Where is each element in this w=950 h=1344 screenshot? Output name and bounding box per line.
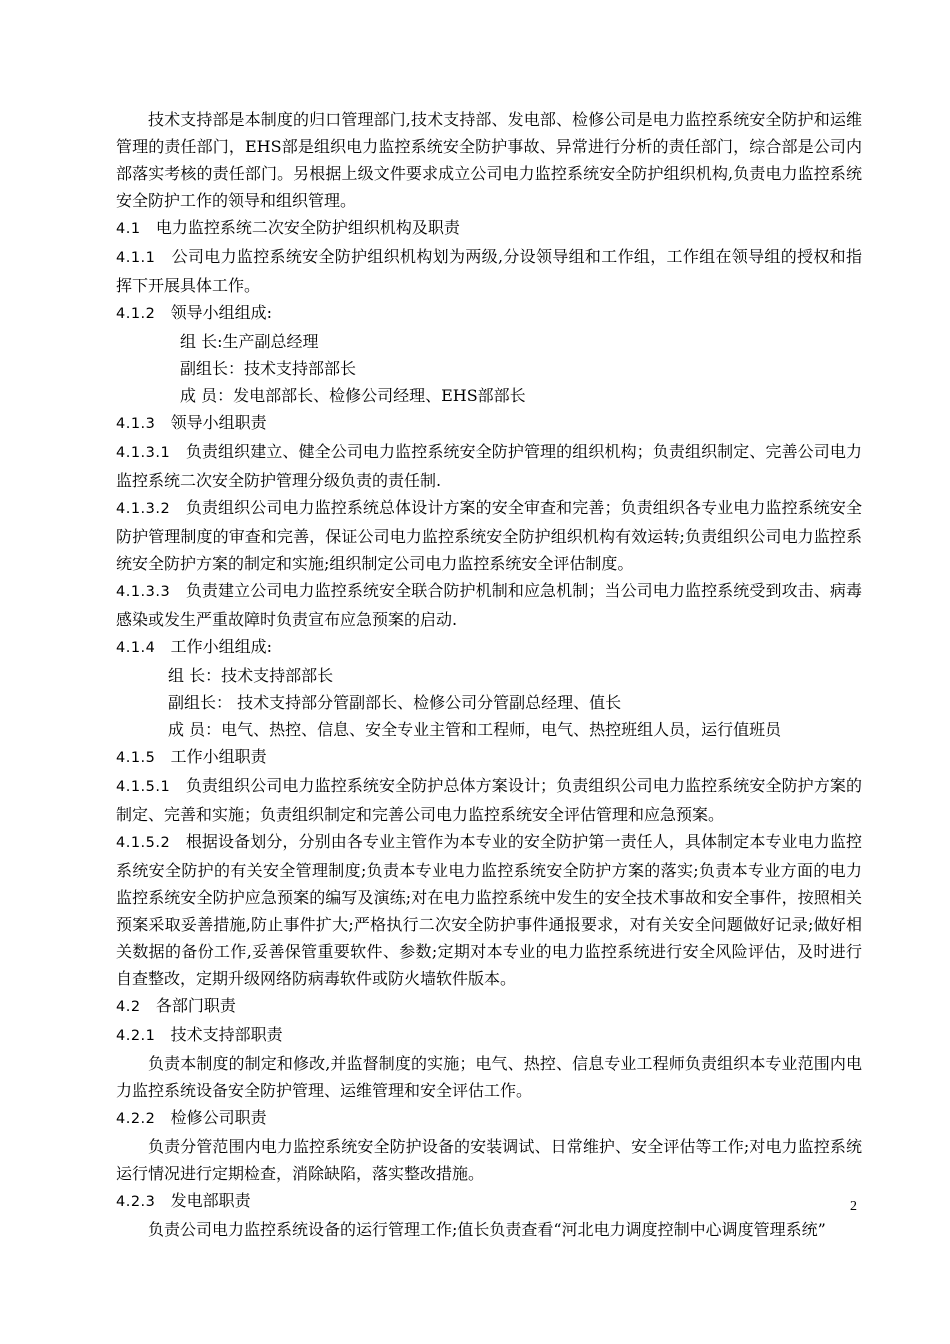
section-4-1-4	[116, 633, 862, 662]
section-4-1-5-2	[116, 828, 862, 992]
section-number: 4.1.3.2	[116, 501, 171, 517]
section-text: 负责组织建立、健全公司电力监控系统安全防护管理的组织机构；负责组织制定、完善公司电力监控系统二次安全防护管理分级负责的责任制.	[116, 442, 862, 490]
section-heading: 工作小组职责	[170, 747, 267, 766]
section-number: 4.1.1	[116, 250, 156, 266]
section-heading: 电力监控系统二次安全防护组织机构及职责	[155, 218, 460, 237]
section-4-1-1	[116, 243, 862, 299]
section-text: 公司电力监控系统安全防护组织机构划为两级,分设领导组和工作组，工作组在领导组的授权和指挥下开展具体工作。	[116, 247, 862, 295]
section-heading: 检修公司职责	[170, 1108, 267, 1127]
section-4-2-1	[116, 1021, 862, 1050]
section-number: 4.1.5.1	[116, 779, 171, 795]
section-number: 4.2.1	[116, 1028, 156, 1044]
section-heading: 发电部职责	[170, 1191, 251, 1210]
section-4-2-1-body: 负责本制度的制定和修改,并监督制度的实施；电气、热控、信息专业工程师负责组织本专业范围内电力监控系统设备安全防护管理、运维管理和安全评估工作。	[116, 1054, 862, 1100]
section-4-1-3	[116, 409, 862, 438]
section-4-2-2-body: 负责分管范围内电力监控系统安全防护设备的安装调试、日常维护、安全评估等工作;对电力监控系统运行情况进行定期检查，消除缺陷，落实整改措施。	[116, 1137, 862, 1183]
section-4-2-3-body: 负责公司电力监控系统设备的运行管理工作;值长负责查看“河北电力调度控制中心调度管理系统”	[148, 1220, 826, 1239]
section-4-1-3-1	[116, 438, 862, 494]
section-number: 4.2.3	[116, 1194, 156, 1210]
work-group-deputy: 副组长： 技术支持部分管副部长、检修公司分管副总经理、值长	[168, 693, 622, 712]
leader-group-members: 成 员：发电部部长、检修公司经理、EHS部部长	[180, 386, 526, 405]
section-number: 4.2	[116, 999, 141, 1015]
section-text: 负责组织公司电力监控系统总体设计方案的安全审查和完善；负责组织各专业电力监控系统安全防护管理制度的审查和完善，保证公司电力监控系统安全防护组织机构有效运转;负责组织公司电力监控系统安全防护方案的制定和实施;组织制定公司电力监控系统安全评估制度。	[116, 498, 862, 573]
section-heading: 各部门职责	[155, 996, 236, 1015]
section-heading: 技术支持部职责	[170, 1025, 283, 1044]
page-number: 2	[850, 1199, 857, 1214]
section-4-1-5	[116, 743, 862, 772]
section-4-2-2	[116, 1104, 862, 1133]
section-text: 负责组织公司电力监控系统安全防护总体方案设计；负责组织公司电力监控系统安全防护方案的制定、完善和实施；负责组织制定和完善公司电力监控系统安全评估管理和应急预案。	[116, 776, 862, 824]
section-4-1-2	[116, 299, 862, 328]
section-text: 根据设备划分，分别由各专业主管作为本专业的安全防护第一责任人，具体制定本专业电力监控系统安全防护的有关安全管理制度;负责本专业电力监控系统安全防护方案的落实;负责本专业方面的电力监控系统安全防护应急预案的编写及演练;对在电力监控系统中发生的安全技术事故和安全事件，按照相关预案采取妥善措施,防止事件扩大;严格执行二次安全防护事件通报要求，对有关安全问题做好记录;做好相关数据的备份工作,妥善保管重要软件、参数;定期对本专业的电力监控系统进行安全风险评估，及时进行自查整改，定期升级网络防病毒软件或防火墙软件版本。	[116, 832, 862, 988]
section-heading: 领导小组组成:	[170, 303, 273, 322]
section-4-1-3-3	[116, 577, 862, 633]
section-4-1-3-2	[116, 494, 862, 577]
section-heading: 领导小组职责	[170, 413, 267, 432]
section-number: 4.1.5.2	[116, 835, 171, 851]
work-group-members: 成 员：电气、热控、信息、安全专业主管和工程师，电气、热控班组人员，运行值班员	[168, 720, 782, 739]
section-number: 4.2.2	[116, 1111, 156, 1127]
section-number: 4.1.4	[116, 640, 156, 656]
section-4-1	[116, 214, 862, 243]
section-heading: 工作小组组成:	[170, 637, 273, 656]
intro-paragraph: 技术支持部是本制度的归口管理部门,技术支持部、发电部、检修公司是电力监控系统安全防护和运维管理的责任部门，EHS部是组织电力监控系统安全防护事故、异常进行分析的责任部门，综合部是公司内部落实考核的责任部门。另根据上级文件要求成立公司电力监控系统安全防护组织机构,负责电力监控系统安全防护工作的领导和组织管理。	[116, 110, 862, 210]
section-number: 4.1.3	[116, 416, 156, 432]
section-4-1-5-1	[116, 772, 862, 828]
section-number: 4.1.3.3	[116, 584, 171, 600]
leader-group-deputy: 副组长：技术支持部部长	[180, 359, 357, 378]
section-number: 4.1.3.1	[116, 445, 171, 461]
section-text: 负责建立公司电力监控系统安全联合防护机制和应急机制；当公司电力监控系统受到攻击、病毒感染或发生严重故障时负责宣布应急预案的启动.	[116, 581, 862, 629]
section-number: 4.1.2	[116, 306, 156, 322]
section-number: 4.1	[116, 221, 141, 237]
document-body	[116, 106, 862, 1243]
section-number: 4.1.5	[116, 750, 156, 766]
work-group-leader: 组 长：技术支持部部长	[168, 666, 334, 685]
section-4-2	[116, 992, 862, 1021]
section-4-2-3	[116, 1187, 862, 1216]
leader-group-leader: 组 长:生产副总经理	[180, 332, 319, 351]
